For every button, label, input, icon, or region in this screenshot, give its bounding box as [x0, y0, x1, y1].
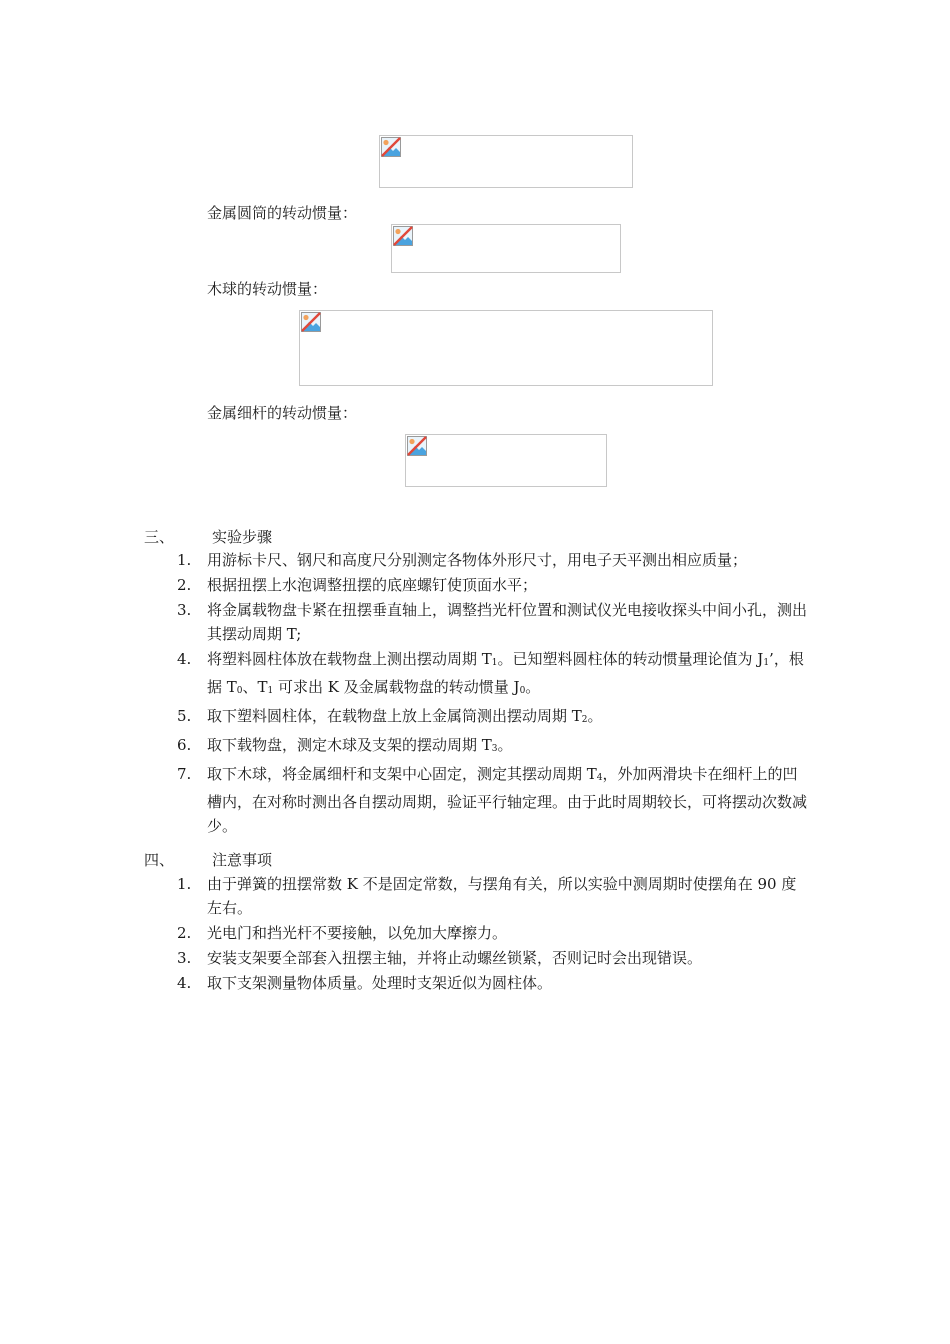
- section-3-title: 实验步骤: [212, 528, 273, 546]
- list-item: 3. 将金属载物盘卡紧在扭摆垂直轴上，调整挡光杆位置和测试仪光电接收探头中间小孔，测出其摆动周期 T;: [177, 601, 808, 643]
- cylinder-label: 金属圆筒的转动惯量：: [207, 204, 358, 222]
- section-4-heading: [144, 849, 272, 870]
- list-item: 1. 用游标卡尺、钢尺和高度尺分别测定各物体外形尺寸，用电子天平测出相应质量；: [177, 551, 748, 569]
- section-4-title: 注意事项: [212, 851, 273, 869]
- formula-image-1: [379, 135, 633, 188]
- formula-image-ball: [299, 310, 713, 386]
- section-3-heading: [144, 526, 272, 547]
- broken-image-icon: [393, 226, 413, 246]
- ball-label: 木球的转动惯量：: [207, 280, 328, 298]
- section-4-number: 四、: [144, 851, 175, 869]
- section-3-number: 三、: [144, 528, 175, 546]
- list-item: 5. 取下塑料圆柱体，在载物盘上放上金属筒测出摆动周期 $T_2$。: [177, 707, 603, 725]
- section-3-list: [0, 548, 950, 839]
- section-4-list: [0, 872, 950, 996]
- broken-image-icon: [301, 312, 321, 332]
- rod-label: 金属细杆的转动惯量：: [207, 404, 358, 422]
- list-item: 4. 取下支架测量物体质量。处理时支架近似为圆柱体。: [177, 974, 553, 992]
- formula-image-rod: [405, 434, 607, 487]
- list-item: 2. 根据扭摆上水泡调整扭摆的底座螺钉使顶面水平；: [177, 576, 538, 594]
- list-item: 2. 光电门和挡光杆不要接触，以免加大摩擦力。: [177, 924, 508, 942]
- formula-image-cylinder: [391, 224, 621, 273]
- broken-image-icon: [381, 137, 401, 157]
- list-item: 3. 安装支架要全部套入扭摆主轴，并将止动螺丝锁紧，否则记时会出现错误。: [177, 949, 703, 967]
- list-item: 4. 将塑料圆柱体放在载物盘上测出摆动周期 $T_1$。已知塑料圆柱体的转动惯量理论值为 $J_1$’，根据 $T_0$、$T_1$ 可求出 K 及金属载物盘的转动惯量 $J_0$。: [177, 650, 804, 696]
- list-item: 7. 取下木球，将金属细杆和支架中心固定，测定其摆动周期 $T_4$，外加两滑块卡在细杆上的凹槽内，在对称时测出各自摆动周期，验证平行轴定理。由于此时周期较长，可将摆动次数减少。: [177, 765, 808, 835]
- list-item: 6. 取下载物盘，测定木球及支架的摆动周期 $T_3$。: [177, 736, 513, 754]
- list-item: 1. 由于弹簧的扭摆常数 K 不是固定常数，与摆角有关，所以实验中测周期时使摆角在 90 度左右。: [177, 875, 797, 917]
- broken-image-icon: [407, 436, 427, 456]
